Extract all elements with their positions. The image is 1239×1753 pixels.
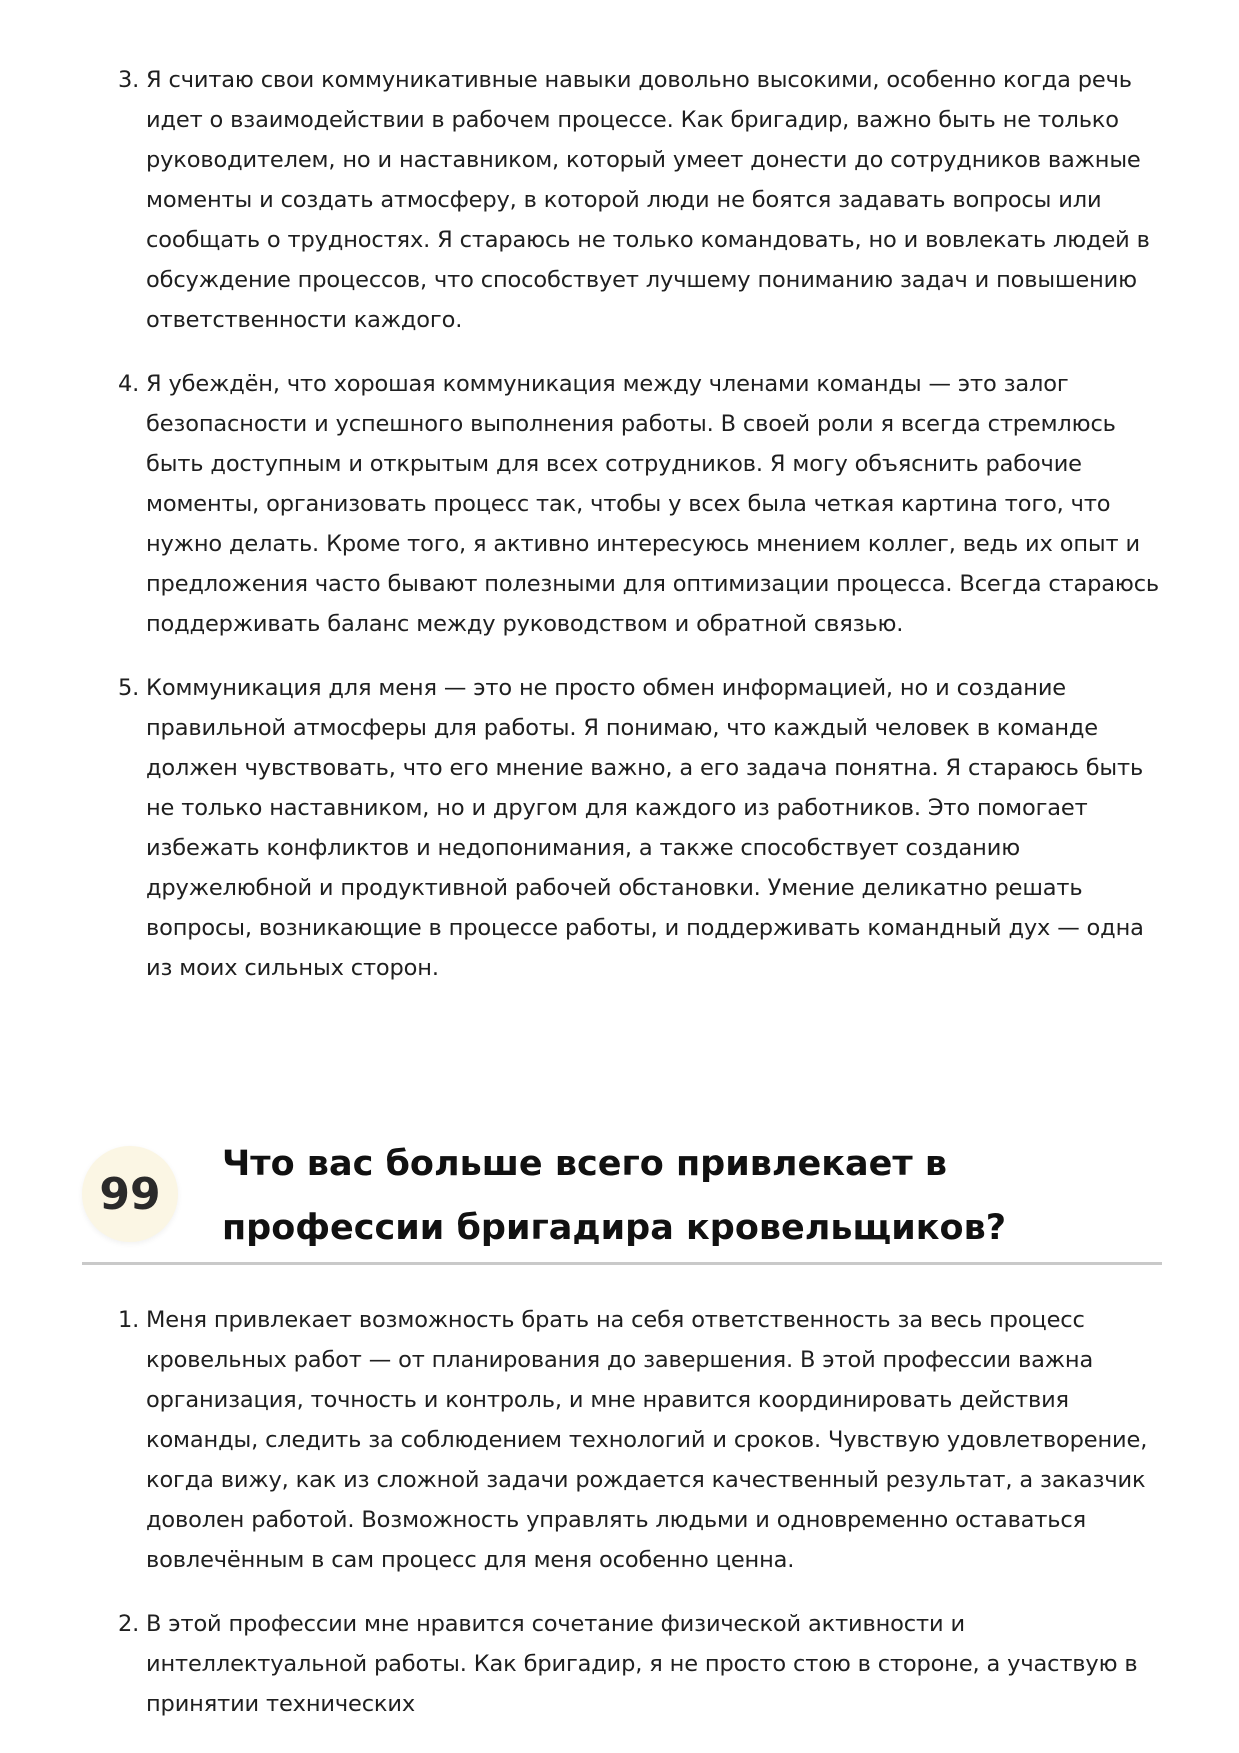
list-item <box>110 1604 1170 1724</box>
list-item <box>110 668 1170 988</box>
list-item-text: Меня привлекает возможность брать на себя ответственность за весь процесс кровельных работ — от планирования до завершения. В этой профессии важна организация, точность и контроль, и мне нравится координировать действия команды, следить за соблюдением технологий и сроков. Чувствую удовлетворение, когда вижу, как из сложной задачи рождается качественный результат, а заказчик доволен работой. Возможность управлять людьми и одновременно оставаться вовлечённым в сам процесс для меня особенно ценна. <box>146 1307 1148 1573</box>
list-item-number: 3. <box>118 67 140 93</box>
list-item-text: Я считаю свои коммуникативные навыки довольно высокими, особенно когда речь идет о взаимодействии в рабочем процессе. Как бригадир, важно быть не только руководителем, но и наставником, который умеет донести до сотрудников важные моменты и создать атмосферу, в которой люди не боятся задавать вопросы или сообщать о трудностях. Я стараюсь не только командовать, но и вовлекать людей в обсуждение процессов, что способствует лучшему пониманию задач и повышению ответственности каждого. <box>146 67 1150 333</box>
list-item <box>110 1300 1170 1580</box>
divider <box>82 1262 1162 1265</box>
list-item-text: В этой профессии мне нравится сочетание физической активности и интеллектуальной работы. Как бригадир, я не просто стою в стороне, а участвую в принятии технических <box>146 1611 1138 1717</box>
list-item-text: Коммуникация для меня — это не просто обмен информацией, но и создание правильной атмосферы для работы. Я понимаю, что каждый человек в команде должен чувствовать, что его мнение важно, а его задача понятна. Я стараюсь быть не только наставником, но и другом для каждого из работников. Это помогает избежать конфликтов и недопонимания, а также способствует созданию дружелюбной и продуктивной рабочей обстановки. Умение деликатно решать вопросы, возникающие в процессе работы, и поддерживать командный дух — одна из моих сильных сторон. <box>146 675 1144 981</box>
list-item-number: 5. <box>118 675 140 701</box>
list-item-number: 2. <box>118 1611 140 1637</box>
list-item-text: Я убеждён, что хорошая коммуникация между членами команды — это залог безопасности и успешного выполнения работы. В своей роли я всегда стремлюсь быть доступным и открытым для всех сотрудников. Я могу объяснить рабочие моменты, организовать процесс так, чтобы у всех была четкая картина того, что нужно делать. Кроме того, я активно интересуюсь мнением коллег, ведь их опыт и предложения часто бывают полезными для оптимизации процесса. Всегда стараюсь поддерживать баланс между руководством и обратной связью. <box>146 371 1160 637</box>
list-item <box>110 60 1170 340</box>
list-item-number: 1. <box>118 1307 140 1333</box>
question-title: Что вас больше всего привлекает в профессии бригадира кровельщиков? <box>222 1144 1007 1248</box>
question-number-badge: 99 <box>82 1146 178 1242</box>
list-item <box>110 364 1170 644</box>
question-header <box>82 1132 1162 1262</box>
answers-list <box>110 1300 1170 1748</box>
list-item-number: 4. <box>118 371 140 397</box>
previous-answers-list <box>110 60 1170 1012</box>
